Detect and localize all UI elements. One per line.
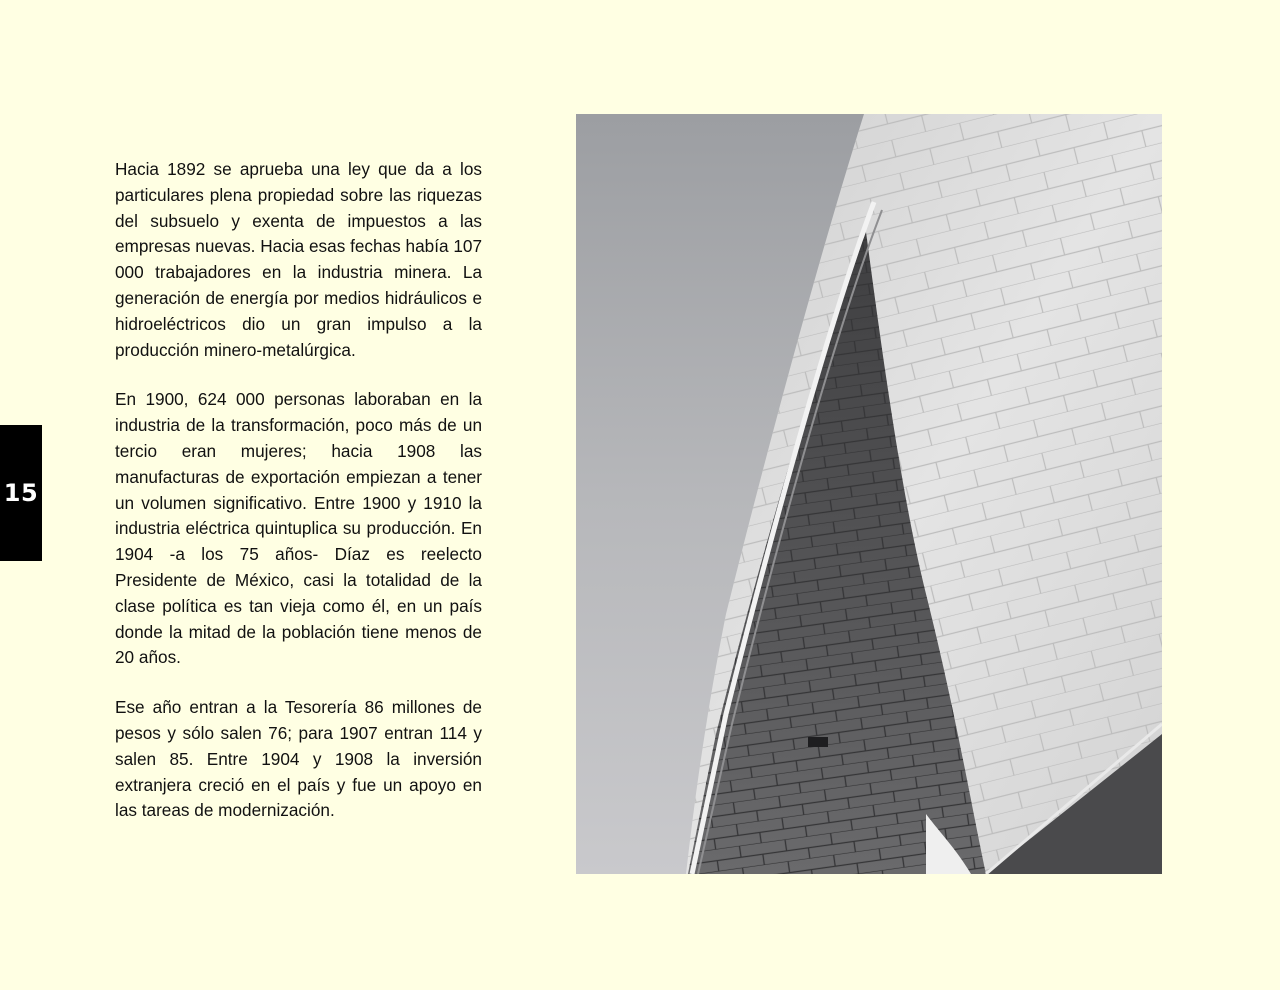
page-number: 15: [3, 479, 39, 507]
architecture-photo: [576, 114, 1162, 874]
paragraph-2: En 1900, 624 000 personas laboraban en la industria de la transformación, poco más de un tercio eran mujeres; hacia 1908 las manufacturas de exportación empiezan a tener un volumen significativo. Entre 1900 y 1910 la industria eléctrica quintuplica su producción. En 1904 -a los 75 años- Díaz es reelecto Presidente de México, casi la totalidad de la clase política es tan vieja como él, en un país donde la mitad de la población tiene menos de 20 años.: [115, 389, 482, 668]
paragraph-1: Hacia 1892 se aprueba una ley que da a los particulares plena propiedad sobre las riquezas del subsuelo y exenta de impuestos a las empresas nuevas. Hacia esas fechas había 107 000 trabajadores en la industria minera. La generación de energía por medios hidráulicos e hidroeléctricos dio un gran impulso a la producción minero-metalúrgica.: [115, 159, 482, 360]
body-text: [115, 157, 482, 824]
paragraph-3: Ese año entran a la Tesorería 86 millones de pesos y sólo salen 76; para 1907 entran 114 y salen 85. Entre 1904 y 1908 la inversión extranjera creció en el país y fue un apoyo en las tareas de modernización.: [115, 697, 482, 821]
page-number-tab: [0, 425, 42, 561]
